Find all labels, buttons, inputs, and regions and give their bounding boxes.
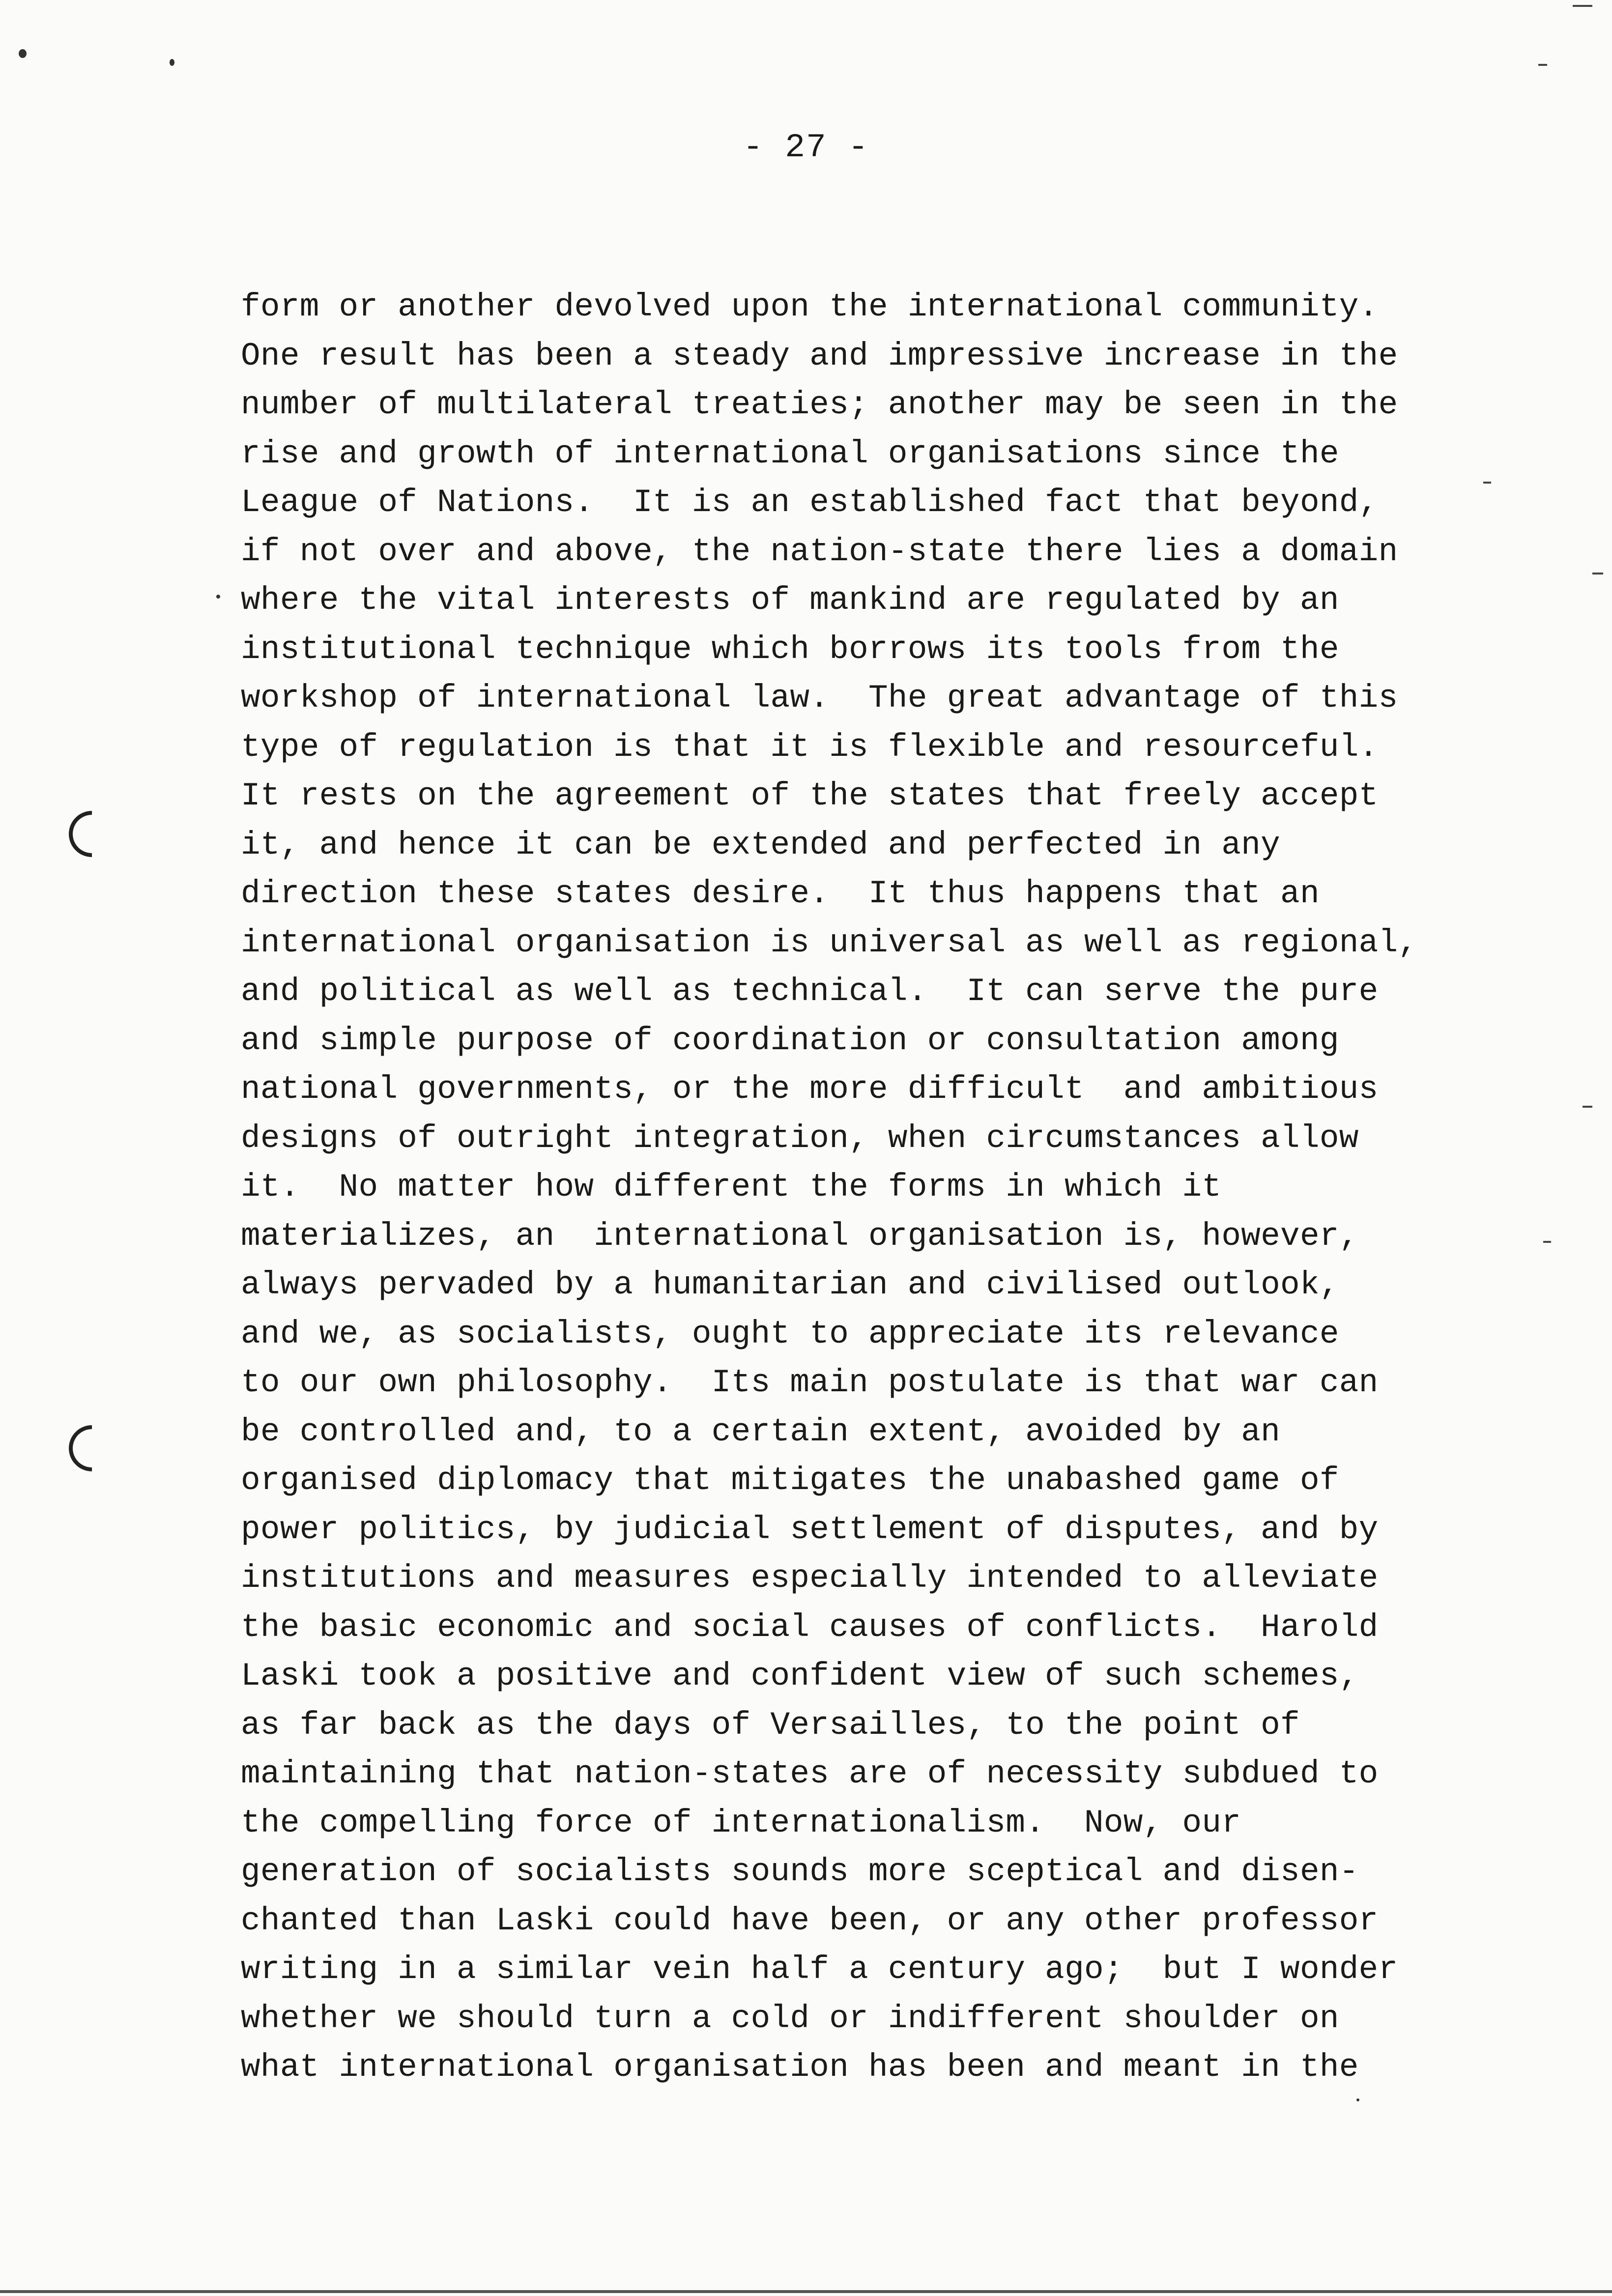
text-line: the basic economic and social causes of conflicts. Harold — [241, 1608, 1379, 1646]
text-line: number of multilateral treaties; another may be seen in the — [241, 386, 1398, 423]
edge-mark — [1583, 1106, 1592, 1108]
punch-hole-mark — [59, 802, 125, 867]
text-line: international organisation is universal as well as regional, — [241, 924, 1418, 961]
text-line: to our own philosophy. Its main postulate is that war can — [241, 1364, 1379, 1401]
text-line: organised diplomacy that mitigates the unabashed game of — [241, 1462, 1339, 1499]
text-line: workshop of international law. The great advantage of this — [241, 680, 1398, 717]
bottom-edge-line — [0, 2290, 1612, 2293]
text-line: whether we should turn a cold or indifferent shoulder on — [241, 2000, 1339, 2037]
text-line: rise and growth of international organisations since the — [241, 435, 1339, 472]
punch-hole-mark — [59, 1416, 125, 1481]
scan-speck — [1356, 2098, 1359, 2101]
edge-mark — [1592, 573, 1603, 574]
text-line: institutions and measures especially intended to alleviate — [241, 1560, 1379, 1597]
text-line: always pervaded by a humanitarian and civilised outlook, — [241, 1266, 1339, 1303]
text-line: it, and hence it can be extended and perfected in any — [241, 826, 1281, 863]
text-line: writing in a similar vein half a century ago; but I wonder — [241, 1951, 1398, 1988]
text-line: Laski took a positive and confident view of such schemes, — [241, 1658, 1359, 1694]
edge-mark — [1538, 64, 1547, 66]
text-line: where the vital interests of mankind are regulated by an — [241, 582, 1339, 619]
text-line: national governments, or the more difficult and ambitious — [241, 1071, 1379, 1108]
text-line: power politics, by judicial settlement of disputes, and by — [241, 1511, 1379, 1548]
text-line: if not over and above, the nation-state there lies a domain — [241, 533, 1398, 570]
scan-speck — [170, 59, 174, 66]
text-line: be controlled and, to a certain extent, avoided by an — [241, 1413, 1281, 1450]
text-line: generation of socialists sounds more sceptical and disen- — [241, 1853, 1359, 1890]
body-text — [241, 283, 1445, 2092]
text-line: League of Nations. It is an established fact that beyond, — [241, 484, 1379, 521]
scan-speck — [216, 595, 220, 599]
edge-mark — [1543, 1241, 1551, 1243]
text-line: as far back as the days of Versailles, to the point of — [241, 1706, 1300, 1744]
text-line: the compelling force of internationalism. Now, our — [241, 1804, 1241, 1841]
edge-mark — [1573, 5, 1592, 7]
text-line: materializes, an international organisation is, however, — [241, 1217, 1359, 1255]
text-line: chanted than Laski could have been, or any other professor — [241, 1902, 1379, 1939]
text-line: and political as well as technical. It can serve the pure — [241, 973, 1379, 1010]
text-line: it. No matter how different the forms in which it — [241, 1169, 1222, 1205]
text-line: form or another devolved upon the international community. — [241, 288, 1379, 325]
text-line: designs of outright integration, when circumstances allow — [241, 1119, 1359, 1157]
page-number: - 27 - — [743, 129, 869, 167]
text-line: what international organisation has been and meant in the — [241, 2049, 1359, 2086]
text-line: and simple purpose of coordination or consultation among — [241, 1022, 1339, 1059]
edge-mark — [1483, 482, 1491, 484]
text-line: maintaining that nation-states are of necessity subdued to — [241, 1755, 1379, 1792]
text-line: and we, as socialists, ought to appreciate its relevance — [241, 1315, 1339, 1352]
text-line: direction these states desire. It thus happens that an — [241, 875, 1320, 912]
text-line: One result has been a steady and impressive increase in the — [241, 337, 1398, 374]
text-line: It rests on the agreement of the states that freely accept — [241, 777, 1379, 814]
text-line: institutional technique which borrows its tools from the — [241, 631, 1339, 668]
text-line: type of regulation is that it is flexible and resourceful. — [241, 728, 1379, 766]
scan-speck — [19, 49, 27, 58]
